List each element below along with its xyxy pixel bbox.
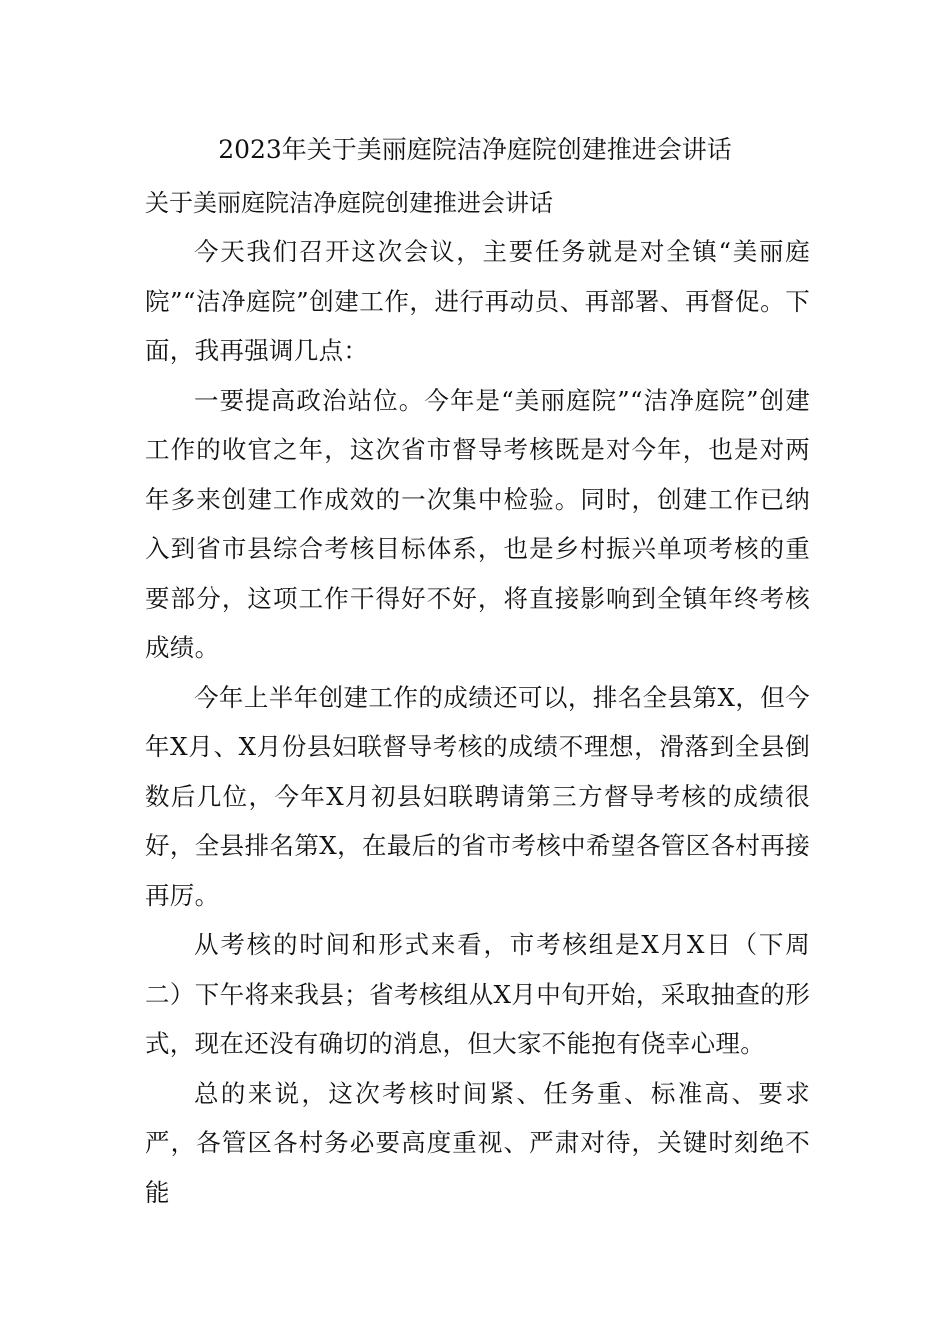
paragraph-political-stance: 一要提高政治站位。今年是“美丽庭院”“洁净庭院”创建工作的收官之年，这次省市督导考核既是对今年，也是对两年多来创建工作成效的一次集中检验。同时，创建工作已纳入到省市县综合考核目标体系，也是乡村振兴单项考核的重要部分，这项工作干得好不好，将直接影响到全镇年终考核成绩。 (145, 385, 810, 662)
document-title: 2023年关于美丽庭院洁净庭院创建推进会讲话 (218, 135, 732, 164)
paragraph-ranking: 今年上半年创建工作的成绩还可以，排名全县第X，但今年X月、X月份县妇联督导考核的成绩不理想，滑落到全县倒数后几位，今年X月初县妇联聘请第三方督导考核的成绩很好，全县排名第X，在最后的省市考核中希望各管区各村再接再厉。 (145, 682, 810, 910)
document-body (145, 227, 810, 1217)
paragraph-schedule: 从考核的时间和形式来看，市考核组是X月X日（下周二）下午将来我县；省考核组从X月中旬开始，采取抽查的形式，现在还没有确切的消息，但大家不能抱有侥幸心理。 (145, 930, 810, 1058)
paragraph-summary: 总的来说，这次考核时间紧、任务重、标准高、要求严，各管区各村务必要高度重视、严肃对待，关键时刻绝不能 (145, 1078, 810, 1207)
paragraph-intro: 今天我们召开这次会议，主要任务就是对全镇“美丽庭院”“洁净庭院”创建工作，进行再动员、再部署、再督促。下面，我再强调几点： (145, 237, 810, 365)
document-subtitle: 关于美丽庭院洁净庭院创建推进会讲话 (145, 189, 553, 217)
